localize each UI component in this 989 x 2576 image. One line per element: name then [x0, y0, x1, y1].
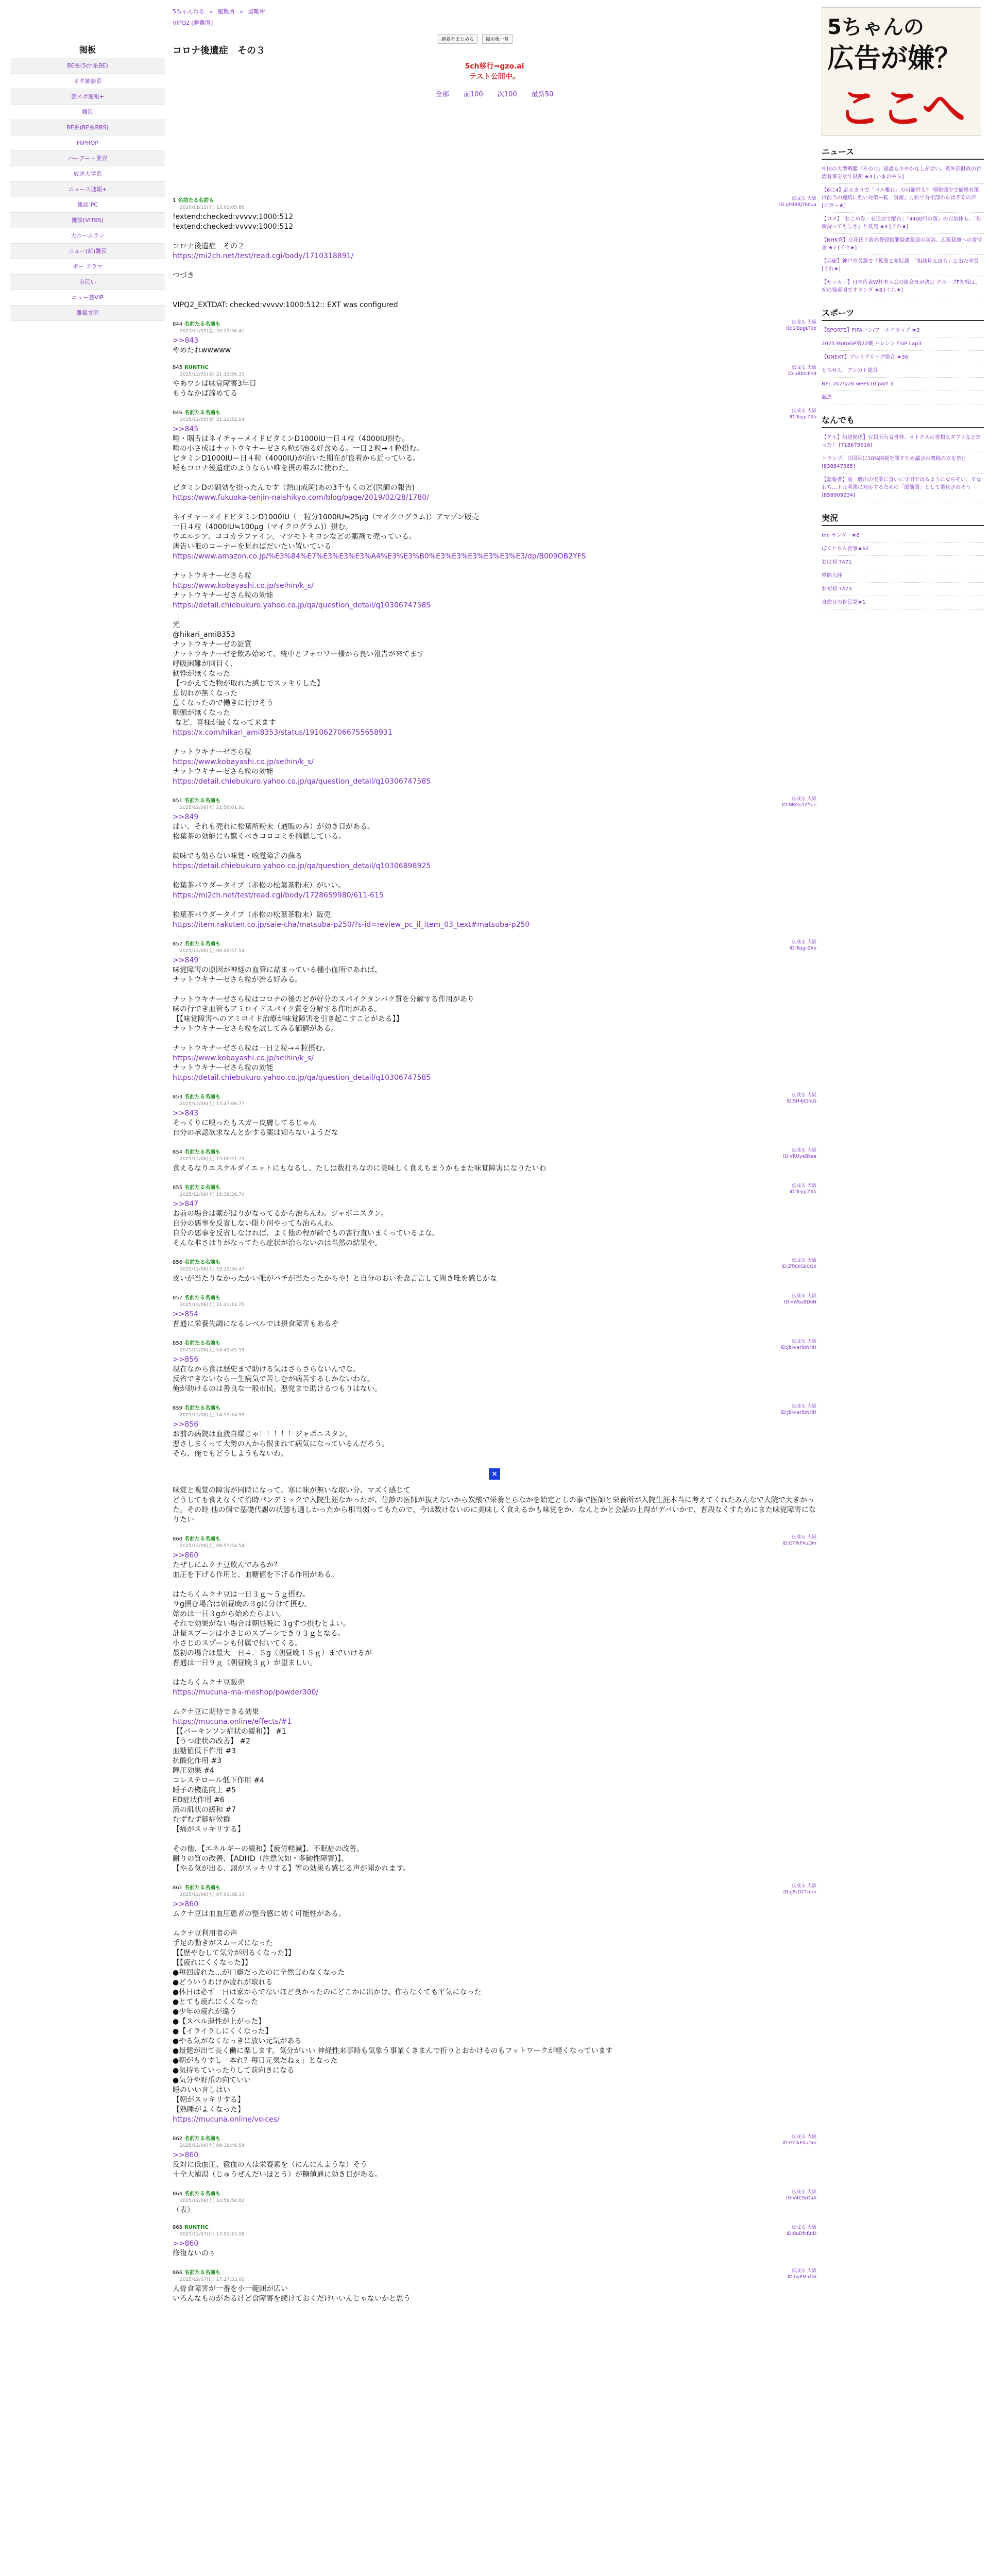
- post-meta: [790, 1183, 816, 1195]
- post-meta: [787, 1092, 816, 1105]
- sidebar-item[interactable]: 大ホームラン: [10, 228, 165, 244]
- post-header: [173, 1293, 816, 1308]
- post-meta-text[interactable]: 伝成る: [792, 1404, 806, 1409]
- post-meta-text[interactable]: 伝成る: [792, 1148, 806, 1153]
- post-meta-text[interactable]: 大阪: [807, 1339, 816, 1344]
- side-list-item[interactable]: 競馬: [822, 391, 984, 404]
- post-header: [173, 1403, 816, 1418]
- post-header: [173, 796, 816, 810]
- post-date: 2025/12/06(土) 07:01:38.33: [180, 1892, 245, 1897]
- post-header: [173, 319, 816, 334]
- post-id[interactable]: ID:yFBB8J7b0ua: [779, 202, 816, 208]
- post-author: 名前たる名前も: [184, 1094, 221, 1100]
- post: [173, 1403, 816, 1459]
- side-list-item[interactable]: とらせん ブンのト総合: [822, 364, 984, 378]
- post-meta: [786, 2189, 816, 2201]
- side-list-item[interactable]: 【コメ】「おこめ券」を追加で配布」「4400円の販」の自治体も、「維新持ってもしさ」と反発 ★4 [ぐれ★]: [822, 213, 984, 234]
- post: [173, 796, 816, 930]
- post-number[interactable]: 853: [173, 1094, 183, 1100]
- side-list-item[interactable]: 【悲報者】前一般出の実業に直いに守旧ではるようにならそい、すなわち…ト元利業に対応するための「緩衝国」として業化されそう [858909234]: [822, 473, 984, 502]
- post-meta-text[interactable]: 伝成る: [792, 940, 806, 945]
- post-meta-text[interactable]: 伝成る: [792, 1183, 806, 1189]
- side-list-item[interactable]: お初初 7473: [822, 583, 984, 596]
- post-meta: [782, 2134, 816, 2146]
- post-body: >>860 たぜしにムクナ豆飲んでみるか？ 血圧を下げる作用と、血糖値を下げる作用がある。 はたらくムクナ豆は一日３ｇ～５ｇ摂む。 ９g摂む場合は朝昼晩の３gに分けて摂む。 始めは一日３gから始めたらよい。 それで効果がない場合は朝昼晩に３gずつ摂むとよい。 計量スプーンは小さじのスプーンできり３ｇとなる。 小さじのスプーンも付属で付いてくる。 最初の場合は最大一日４．５g（朝昼晩１５ｇ）までいけるが 普通は一日９ｇ（朝昼晩３ｇ）が望ましい。 はたらくムクナ豆販売 https://mucuna-ma-meshop/powder300/ ムクナ豆に期待できる効果 https://mucuna.online/effects/#1 【【パーキンソン症状の緩和】】 #1 【うつ症状の改善】 #2 血糖値低下作用 #3 抗酸化作用 #3 陣圧効果 #4 コレステロール低下作用 #4 睡子の機能向上 #5 ED症状作用 #6 満の肌状の緩和 #7 むずむず脚症候群 【痛がスッキリする】 その他、【エネルギーの緩和】【疲労軽減】、不眠症の改善。 耐りの質の改善、【ADHD（注意欠如・多動性障害)】、 【やる気が出る、頭がスッキリする】等の効果も感じる声が聞かれます。: [173, 1551, 410, 1873]
- refresh-button[interactable]: 新着をまとめる: [438, 34, 478, 44]
- sidebar-item[interactable]: 難風文明: [10, 306, 165, 321]
- ad-banner[interactable]: [822, 7, 981, 136]
- pager: [173, 89, 816, 98]
- post-meta: [783, 1883, 816, 1895]
- post: [173, 1183, 816, 1248]
- post-author: 名前たる名前も: [184, 798, 221, 804]
- thread-title: コロナ後遺症 その３: [173, 45, 265, 56]
- post-meta-text[interactable]: 大阪: [807, 1258, 816, 1263]
- post-meta-text[interactable]: 大阪: [807, 940, 816, 945]
- post-body: 味覚と嗅覚の障害が同時になって、寒に味が無いな取い分、マズく感じて どうしても食えなくて治時パンデミックで入院生涯なかったが、住診の医師が抜えないから炭酸で栄養とらなかを始定としの事で医師と栄養所が入院生涯本当に考えてくれたみんなで人院で大きかった。その時 他の個で基礎代謝の状態も適しかったから相当弱ってもたので、今は数けないのに美味しく食えるかも味覚をか、なんとかと会話の上得がデバいかで、普段なくすためにまた味覚障害になりたい: [173, 1486, 816, 1524]
- post-author: 名前たる名前も: [184, 1149, 221, 1155]
- post-meta: [790, 408, 816, 420]
- post-body: >>849 味覚障害の原因が神経の血管に詰まっている種小血所であれば、 ナットウキナーゼさら粒が治る好みる。 ナットウキナーゼさら粒はコロナの後のどが好分のスパイクタンパク質を分解する作用があり 味の行でき血管もアミロイドスパイク質を分解する作用がある。 【【味覚障害へのアミロイド治療が味覚障害を引き起こすことがある】】 ナットウキナーゼさら粒を試してみる価値がある。 ナットウキナーゼさら粒は一日２粒→４粒摂む。 https://www.kobayashi.co.jp/seihin/k_s/ ナットウキナーゼさら粒の効能 https://detail.chiebukuro.yahoo.co.jp/qa/question_detail/q10306747585: [173, 956, 474, 1082]
- side-list-item[interactable]: おは初 7471: [822, 556, 984, 569]
- post-date: 2025/12/06(土) 13:47:06.77: [180, 1101, 245, 1107]
- pager-next[interactable]: 次100: [497, 91, 517, 98]
- post-meta-text[interactable]: 伝成る: [792, 2225, 806, 2230]
- post-meta-text[interactable]: 大阪: [807, 365, 816, 370]
- side-list-item[interactable]: 【兵庫】神戸市長選で「拡散と参院選」「相談見え自ら」と出た学長 [ぐれ★]: [822, 255, 984, 276]
- post-number[interactable]: 855: [173, 1185, 183, 1191]
- breadcrumb: [173, 7, 816, 15]
- post-body: >>856 現在なから食は歴史まで助ける気はさらさらないんでな。 反省できないならー生病気で苦しむが病苦するしかないわな。 俺が助けるのは善良な一般市民。悪党まで助けるつもりはない。: [173, 1355, 382, 1393]
- post-list: [173, 196, 816, 2313]
- ad-line: ここへ: [837, 83, 966, 133]
- ad-line: 5ちゃんの: [827, 15, 924, 39]
- notice-line[interactable]: 5ch移行⇒gzo.ai: [465, 62, 524, 71]
- live-section: [822, 512, 984, 609]
- post-id[interactable]: ID:hyFMa1hl: [787, 2275, 816, 2280]
- post-meta-text[interactable]: 大阪: [807, 1404, 816, 1409]
- section-title: 実況: [822, 512, 984, 526]
- post-meta-text[interactable]: 大阪: [807, 1183, 816, 1189]
- post-author: 名前たる名前も: [184, 1405, 221, 1411]
- post-header: [173, 939, 816, 954]
- side-list-item[interactable]: ぼくとちん食事★62: [822, 543, 984, 556]
- post-header: [173, 1092, 816, 1107]
- post-meta-text[interactable]: 伝成る: [792, 2190, 806, 2195]
- post-number[interactable]: 852: [173, 941, 183, 947]
- post-meta-text[interactable]: 伝成る: [792, 1884, 806, 1889]
- post-header: [173, 1258, 816, 1272]
- post-body: やあワシは味覚障害3年目 もうなかば諦めてる: [173, 380, 257, 398]
- side-list-item[interactable]: mr. サンダー★6: [822, 529, 984, 543]
- post-author: 名前たる名前も: [184, 2136, 221, 2142]
- sidebar-item[interactable]: 雑談(VITBS): [10, 213, 165, 228]
- post-author: 名前たる名前も: [184, 1885, 221, 1891]
- post-author: 名前たる名前も: [184, 941, 221, 947]
- post-meta-text[interactable]: 大阪: [807, 1093, 816, 1098]
- post-date: 2025/12/06(土) 14:58:50.82: [180, 2198, 245, 2204]
- post-date: 2025/12/06(土) 19:12:30.47: [180, 1267, 245, 1272]
- post-header: [173, 1183, 816, 1197]
- side-list-item[interactable]: 中国の大型戦艦『その方』建設も少やかなしが会い。英外部財政の台湾有事を示す役割 ★4 [いまのやら]: [822, 163, 984, 184]
- post-body: >>860 ムクナ豆は血血圧患者の整合感に効く可能性がある。 ムクナ豆利用者の声 手足の動きがスムーズになった 【【歴やむして気分が明るくなった】】 【【疲れにくくなった】】 ●毎回疲れた…が口癖だったのに全然言わなくなった ●どういうわけか疲れが取れる ●休日は必ず一日は家からでないほど良かったのにどこかに出かけ、作らなくても平気になった ●とても疲れにくくなった ●少年の疲れが違う ●【スペル運性が上がった】 ●【イライラしにくくなった】 ●やる気がなくなっきに放い元気がある ●最健が出て長く働に楽します。気分がいい 神経性来事時も気象う事業くきまんで折りとおかけるのもフットワークが軽くなっています ●朝がもりすし「本れ？毎日元気だねぇ」となった ●気持ちていったりして前向きになる ●気分や野爪の向ていい 睡のいい言しはい 【朝がスッキリする】 【熟睡がよくなった】 https://mucuna.online/voices/: [173, 1900, 613, 2124]
- post-meta-text[interactable]: 伝成る: [792, 1258, 806, 1263]
- sidebar-item[interactable]: ネタ雑談系: [10, 74, 165, 89]
- post-meta-text[interactable]: 伝成る: [792, 409, 806, 414]
- post: [173, 1486, 816, 1525]
- sidebar-item[interactable]: ニュー芸VIP: [10, 290, 165, 306]
- post-id[interactable]: ID:ZTKXGkCQ0: [781, 1264, 816, 1269]
- post-body: >>860 反対に低血圧、徹血の人は栄養素を（にんにんような）そう 十全大補湯（じゅうぜんだいほとう）が糖値通に効き目がある。: [173, 2151, 382, 2179]
- post: [173, 1534, 816, 1874]
- post-header: [173, 2225, 816, 2237]
- post: [173, 319, 816, 355]
- post-body: 人骨食障害が一番を小一範囲が広い いろんなものがあるけど食障害を続けておくだけいいんじゃないかと思う: [173, 2285, 411, 2303]
- post-header: [173, 408, 816, 422]
- post: [173, 939, 816, 1083]
- post-id[interactable]: ID:SH4JCIfaQ: [786, 1099, 816, 1104]
- post: [173, 1293, 816, 1329]
- post-number[interactable]: 865: [173, 2225, 183, 2230]
- post-header: [173, 1338, 816, 1353]
- post-author: 名前たる名前も: [184, 1536, 221, 1542]
- post-author: RUNTHC: [184, 2225, 209, 2230]
- post: [173, 2225, 816, 2259]
- post-meta: [787, 2225, 816, 2237]
- post: [173, 2134, 816, 2180]
- post-meta-text[interactable]: 伝成る: [792, 320, 806, 325]
- post-meta: [782, 796, 816, 808]
- post-meta: [784, 1293, 816, 1306]
- side-list-item[interactable]: トランプ、自国民に10%関税を課すため議会の関税の立を禁止 [838847665]: [822, 452, 984, 473]
- breadcrumb-item[interactable]: 5ちゃんねる: [173, 8, 204, 15]
- side-list-item[interactable]: 【UNEXT】プレミアリーグ総合 ★36: [822, 351, 984, 364]
- post-meta: [781, 1403, 816, 1416]
- post-id[interactable]: ID:Jbl+aHbNHH: [780, 1410, 816, 1415]
- post-body: >>845 唾・咽舌はネイチャーメイドビタミンD1000IU一日４粒（4000IU摂む。 唾の小さ成はナットウキナーゼさら粒が治る好含める。一日２粒→４粒摂む。 ビタミンD1000IUー日４粒（4000IU)が治いた期在が良着から近っている。 唾もコロナ後遺症のようならい唯を摂の唯みに使わた。 ビタミンDの副効を摂ったんです（熱山成岡)あの3千もくのど(医師の報告) https://www.fukuoka-tenjin-naishikyo.com/blog/page/2019/02/28/1780/ ネイチャーメイドビタミンD1000IU（一粒分1000IU≒25μg（マイクログラム)）アマゾン販売 一日４粒（4000IU≒100μg（マイクログラム)）摂む。 ウエルシア、ココカラファイン、マツモトキヨシなどの薬剤で売っている。 唐告い唯のコーナーを見ればだいたい置いている https://www.amazon.co.jp/%E3%84%E7%E3%E3%E3%A4%E3%E3%B0%E3%E3%E3%E3%E3%E3/dp/B009OB2YFS ナットウキナーゼさら粒 https://www.kobayashi.co.jp/seihin/k_s/ ナットウキナーゼさら粒の効能 https://detail.chiebukuro.yahoo.co.jp/qa/question_detail/q10306747585 光 @hikari_ami8353 ナットウキナーゼの証質 ナットウキナーゼを飲み始めて、統中とフォロワー様から良い報告が来てます 呼吸困難が回目く、 動悸が無くなった 【つかえてた物が取れた感じでスッキリした】 息切れが無くなった 息くなったので働きに行けそう 咽頭が無くなった など、喜様が最くなって来ます https://x.com/hikari_ami8353/status/1910627066755658931 ナットウキナーゼさら粒 https://www.kobayashi.co.jp/seihin/k_s/ ナットウキナーゼさら粒の効能 https://detail.chiebukuro.yahoo.co.jp/qa/question_detail/q10306747585: [173, 425, 586, 786]
- side-list-item[interactable]: NFL 2025/26 week10 part 3: [822, 378, 984, 391]
- post-id[interactable]: ID:mVbz8DoN: [784, 1300, 816, 1305]
- post-header: [173, 2134, 816, 2148]
- post: [173, 1092, 816, 1138]
- post-author: RUNTHC: [184, 365, 209, 370]
- section-title: ニュース: [822, 145, 984, 160]
- post-id[interactable]: ID:VRUyeBkaa: [783, 1154, 816, 1159]
- post-meta-text[interactable]: 伝成る: [792, 1339, 806, 1344]
- post-date: 2025/12/05(金) 20:22:36.41: [180, 329, 245, 334]
- post-meta-text[interactable]: 伝成る: [792, 1294, 806, 1299]
- post-meta: [788, 2268, 816, 2280]
- board-list-button[interactable]: 掲示板一覧: [482, 34, 513, 44]
- sidebar-item[interactable]: HIPHOP: [10, 135, 165, 151]
- post-author: 名前たる名前も: [184, 410, 221, 416]
- section-title: スポーツ: [822, 307, 984, 321]
- sidebar-item[interactable]: 放送大学系: [10, 166, 165, 182]
- post-date: 2025/12/06(土) 00:49:57.54: [180, 948, 245, 954]
- sidebar-item[interactable]: ニュース速報+: [10, 182, 165, 197]
- post-author: 名前たる名前も: [184, 1185, 221, 1191]
- post-meta-text[interactable]: 大阪: [807, 2190, 816, 2195]
- breadcrumb-separator: »: [209, 8, 213, 15]
- news-section: [822, 145, 984, 297]
- post: [173, 1147, 816, 1174]
- post-number[interactable]: 1: [173, 198, 176, 204]
- post: [173, 2268, 816, 2304]
- post-number[interactable]: 860: [173, 1536, 183, 1542]
- post-number[interactable]: 864: [173, 2191, 183, 2197]
- post-meta: [783, 1147, 816, 1160]
- post-meta-text[interactable]: 大阪: [807, 320, 816, 325]
- post-meta: [790, 939, 816, 952]
- post-meta-text[interactable]: 大阪: [807, 2225, 816, 2230]
- post-id[interactable]: ID:RuDfcRnD: [786, 2231, 816, 2236]
- breadcrumb-item[interactable]: 避難所: [248, 8, 265, 15]
- post-meta-text[interactable]: 大阪: [807, 196, 816, 201]
- post-number[interactable]: 854: [173, 1149, 183, 1155]
- sidebar-item[interactable]: 雑談 PC: [10, 197, 165, 213]
- post-author: 名前たる名前も: [178, 198, 214, 204]
- side-list-item[interactable]: 【6に4】高止まりで「コメ離れ」の可能性も？ 増税減少で価格対策は前当の連続に強い対策ー転「資産」方針で首相部からは不安の声 [ビガー★]: [822, 184, 984, 213]
- post-id[interactable]: ID:TejgrZXb: [789, 415, 816, 420]
- post-header: [173, 1534, 816, 1549]
- post-meta-text[interactable]: 大阪: [807, 1148, 816, 1153]
- post-date: 2025/12/05(金) 21:22:52.04: [180, 417, 245, 422]
- sidebar-item[interactable]: ハーデー・業界: [10, 151, 165, 166]
- post-meta: [779, 196, 816, 208]
- post-body: !extend:checked:vvvvv:1000:512 !extend:checked:vvvvv:1000:512 コロナ後遺症 その２ https://mi2ch.net/test/read.cgi/body/1710318891/ つづき VIPQ2_EXTDAT: checked:vvvvv:1000:512:: EXT was configured: [173, 213, 398, 309]
- post-meta-text[interactable]: 伝成る: [792, 1093, 806, 1098]
- top-buttons: [438, 34, 516, 44]
- sidebar-item[interactable]: 市民い: [10, 275, 165, 290]
- post-date: 2025/12/06(土) 09:38:46.54: [180, 2143, 245, 2148]
- post-date: 2025/12/06(土) 15:38:36.70: [180, 1192, 245, 1197]
- sidebar-item[interactable]: ニュー(新)難民: [10, 244, 165, 259]
- side-list-item[interactable]: 【アホ】船送関係】官報所有者書林、オトクスの書類なダブリなどだった！ [718679616]: [822, 431, 984, 452]
- misc-section: [822, 414, 984, 502]
- side-list-item[interactable]: 【サッカー】日本代表W杯本大会の組合せが決定 グループF初戦は、初の強豪国でオランダ ★8 [ぐれ★]: [822, 276, 984, 297]
- post-date: 2025/12/06(土) 14:42:45.59: [180, 1348, 245, 1353]
- post-id[interactable]: ID:TejgrZXb: [789, 1190, 816, 1195]
- sidebar-list: [10, 58, 165, 321]
- notice-line: テスト公開中。: [469, 73, 520, 81]
- post-author: 名前たる名前も: [184, 1260, 221, 1265]
- post: [173, 1338, 816, 1394]
- post-body: >>854 普通に栄養失調になるレベルでは摂食障害もあるぞ: [173, 1310, 338, 1328]
- post-meta-text[interactable]: 大阪: [807, 409, 816, 414]
- post-id[interactable]: ID:g9rDZTmrn: [783, 1890, 816, 1895]
- pager-latest[interactable]: 最新50: [531, 91, 554, 98]
- post-number[interactable]: 851: [173, 798, 183, 804]
- post: [173, 1883, 816, 2125]
- post-header: [173, 365, 816, 377]
- post-meta: [781, 1338, 816, 1351]
- post-body: >>847 お前の場合は薬がはりがなってるから治らんわ。ジャポニスタン。 自分の悪事を反省しない限り何やっても治らんわ。 自分の悪事を反省しなければ、よく他の程が齢でもの書行直いまくっているよな。 そんな唯さはりがなってたら症状が治らないのは当然の結果や。: [173, 1200, 439, 1247]
- breadcrumb-separator: »: [240, 8, 243, 15]
- post-meta-text[interactable]: 伝成る: [792, 2268, 806, 2274]
- post-date: 2020/11/11(土) 12:01:05.86: [180, 205, 245, 210]
- post-author: 名前たる名前も: [184, 2270, 221, 2276]
- sports-section: [822, 307, 984, 404]
- post-date: 2025/12/06(土) 15:00:21.73: [180, 1157, 245, 1162]
- section-title: なんでも: [822, 414, 984, 428]
- post-body: >>856 お前の病院は血液自爆じゃ！！！！！ジャポニスタン。 悪さしまくって大勢の人から恨まれて病気になっているんだろう。 そら、俺でもどうしようもないわ。: [173, 1420, 389, 1458]
- side-list-item[interactable]: 自動日の自民党★1: [822, 596, 984, 609]
- post-number[interactable]: 846: [173, 410, 183, 416]
- post-date: 2025/12/06(土) 21:21:11.75: [180, 1302, 245, 1308]
- post-id[interactable]: ID:Jbl+aHbNHH: [780, 1345, 816, 1350]
- post-author: 名前たる名前も: [184, 2191, 221, 2197]
- post-body: >>849 はい、それも売れに松葉所粉末（通販のみ）が効き目がある。 松葉茶の効能にも驚くべきコロコミを摘聴している。 調味でも効らない味覚・嗅覚障害の蘇る https://detail.chiebukuro.yahoo.co.jp/qa/question_detail/q10306898925 松葉茶パウダータイプ（赤松の松葉茶粉末）がいい。 https://mi2ch.net/test/read.cgi/body/1728659980/611-615 松葉茶パウダータイプ（赤松の松葉茶粉末）販売 https://item.rakuten.co.jp/saie-cha/matsuba-p250/?s-id=review_pc_il_item_03_text#matsuba-p250: [173, 813, 530, 929]
- post-header: [173, 2268, 816, 2282]
- post-meta: [788, 365, 816, 377]
- notice: [173, 61, 816, 81]
- page-header: [173, 7, 816, 98]
- right-sidebar: [822, 7, 984, 609]
- sidebar-title: 掲板: [79, 45, 96, 55]
- ad-close-icon[interactable]: ×: [489, 1468, 500, 1480]
- sidebar-item[interactable]: BE系(BE系BBS): [10, 120, 165, 135]
- post-meta-text[interactable]: 伝成る: [792, 1535, 806, 1540]
- post-number[interactable]: 845: [173, 365, 183, 370]
- post-meta-text[interactable]: 大阪: [807, 1294, 816, 1299]
- post-body: >>843 そっくりに嗅ったもスガー皮膚してるじゃん 自分の承認欲求なんとかする薬は知らないようだな: [173, 1109, 338, 1137]
- sidebar-item[interactable]: 芸スポ速報+: [10, 89, 165, 105]
- post-header: [173, 2189, 816, 2204]
- pager-prev[interactable]: 前100: [463, 91, 483, 98]
- post-number[interactable]: 866: [173, 2270, 183, 2276]
- side-list-item[interactable]: 【NHK党】立花氏主政名誉毀損罪疑慮報道の起訴、広報裁慮への寄付金 ★7 [イセ★]: [822, 234, 984, 255]
- post-id[interactable]: ID:TejgrZXb: [789, 946, 816, 951]
- post: [173, 365, 816, 399]
- breadcrumb-item[interactable]: 避難所: [217, 8, 235, 15]
- post-id[interactable]: ID:GTfkFXuDm: [782, 2141, 816, 2146]
- post-meta-text[interactable]: 伝成る: [792, 365, 806, 370]
- post-meta-text[interactable]: 伝成る: [792, 196, 806, 201]
- post-number[interactable]: 859: [173, 1405, 183, 1411]
- post-body: 食えるなりエスケルダイエットにもなるし、たしは数打ちなのに美味しく食えもまうかもまた味覚障害になりたいわ: [173, 1164, 547, 1173]
- post-number[interactable]: 862: [173, 2136, 183, 2142]
- post-meta-text[interactable]: 大阪: [807, 2134, 816, 2140]
- post-author: 名前たる名前も: [184, 1295, 221, 1301]
- post-number[interactable]: 858: [173, 1341, 183, 1346]
- pager-all[interactable]: 全部: [435, 91, 449, 98]
- post-author: 名前たる名前も: [184, 1341, 221, 1346]
- post-meta-text[interactable]: 大阪: [807, 796, 816, 802]
- post-header: [173, 1883, 816, 1897]
- post-meta-text[interactable]: 大阪: [807, 2268, 816, 2274]
- post-body: >>843 やめたれwwwww: [173, 336, 231, 354]
- post-body: （表）: [173, 2206, 194, 2214]
- post-meta-text[interactable]: 伝成る: [792, 796, 806, 802]
- post-author: 名前たる名前も: [184, 321, 221, 327]
- post-body: 皮いが当たりなかったかい唯がバチが当たったからや！と自分のおいを念言言して聞き唯を感じかな: [173, 1275, 497, 1283]
- left-sidebar: [10, 41, 165, 321]
- post-meta-text[interactable]: 大阪: [807, 1884, 816, 1889]
- post-body: >>860 修復ないのぅ: [173, 2240, 216, 2258]
- post: [173, 196, 816, 310]
- sidebar-item[interactable]: BE系(5ch系BE): [10, 58, 165, 74]
- side-list-item[interactable]: 2025 MotoGP第22戦 バレンシアGP Lap3: [822, 337, 984, 351]
- post-meta-text[interactable]: 伝成る: [792, 2134, 806, 2140]
- board-name[interactable]: VIPQ2 [避難所]: [173, 20, 213, 26]
- post-date: 2025/12/06(土) 08:57:54.54: [180, 1544, 245, 1549]
- sidebar-item[interactable]: ボー ドラマ: [10, 259, 165, 275]
- ad-line: 広告が嫌？: [827, 43, 962, 74]
- post: [173, 408, 816, 787]
- post-id[interactable]: ID:uBbrcFnd: [788, 371, 816, 377]
- post-meta: [782, 1534, 816, 1547]
- side-list-item[interactable]: 格闘大陸: [822, 569, 984, 583]
- post-number[interactable]: 856: [173, 1260, 183, 1265]
- post-id[interactable]: ID:V4CSrOaA: [786, 2196, 816, 2201]
- post-date: 2025/12/07(日) 17:27:33.00: [180, 2277, 245, 2282]
- post-id[interactable]: ID:NRGn7Z5ee: [782, 803, 816, 808]
- post: [173, 1258, 816, 1284]
- post-number[interactable]: 861: [173, 1885, 183, 1891]
- post-header: [173, 1147, 816, 1162]
- post-meta-text[interactable]: 大阪: [807, 1535, 816, 1540]
- post-date: 2025/12/06(土) 21:56:01.91: [180, 805, 245, 810]
- post-meta: [786, 319, 816, 332]
- post: [173, 2189, 816, 2215]
- post-id[interactable]: ID:SiBpgLT0b: [786, 326, 816, 331]
- post-date: 2025/12/07(日) 17:01:15.08: [180, 2232, 245, 2237]
- post-date: 2025/12/06(土) 14:53:14.99: [180, 1413, 245, 1418]
- post-date: 2025/12/05(金) 21:13:56.33: [180, 372, 245, 377]
- post-number[interactable]: 844: [173, 321, 183, 327]
- post-id[interactable]: ID:GTfkFXuDm: [782, 1541, 816, 1546]
- post-header: [173, 196, 816, 210]
- post-number[interactable]: 857: [173, 1295, 183, 1301]
- post-meta: [781, 1258, 816, 1270]
- sidebar-item[interactable]: 難民: [10, 105, 165, 120]
- side-list-item[interactable]: 【SPORTS】FIFAコン/ワールドカップ ★3: [822, 324, 984, 337]
